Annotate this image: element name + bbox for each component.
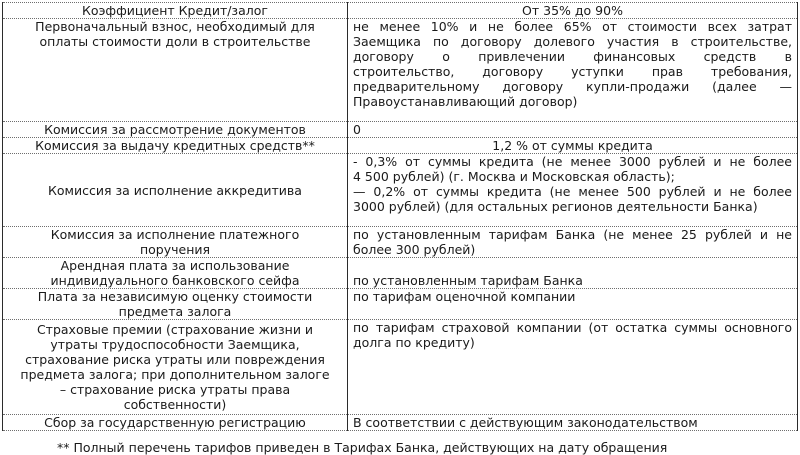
cell-value <box>348 154 798 227</box>
cell-line: по тарифам страховой компании (от остатка суммы основного <box>353 320 792 335</box>
cell-line: собственности) <box>123 397 227 412</box>
cell-line: Комиссия за исполнение платежного <box>50 227 300 242</box>
cell-value <box>348 227 798 258</box>
cell-parameter <box>3 289 348 320</box>
table-row-safe-deposit-rent <box>3 258 798 289</box>
cell-line: - 0,3% от суммы кредита (не менее 3000 рублей и не более <box>353 154 792 169</box>
cell-value <box>348 415 798 431</box>
cell-line: поручения <box>139 242 211 257</box>
cell-line: Сбор за государственную регистрацию <box>44 415 306 430</box>
cell-line: Комиссия за выдачу кредитных средств** <box>35 138 315 153</box>
cell-parameter <box>3 122 348 138</box>
cell-line: предварительному договору купли-продажи (далее — <box>353 79 792 94</box>
credit-terms-table <box>2 2 798 431</box>
cell-line: предмета залога; при дополнительном залоге <box>20 367 330 382</box>
cell-parameter <box>3 19 348 122</box>
cell-value <box>348 122 798 138</box>
cell-parameter <box>3 320 348 415</box>
cell-parameter <box>3 227 348 258</box>
table-row-initial-payment <box>3 19 798 122</box>
cell-line: Комиссия за рассмотрение документов <box>44 122 306 137</box>
cell-value <box>348 3 798 19</box>
cell-line: Плата за независимую оценку стоимости <box>37 289 313 304</box>
cell-line: В соответствии с действующим законодательством <box>353 415 698 430</box>
cell-line: От 35% до 90% <box>522 3 623 18</box>
cell-line: по установленным тарифам Банка (не менее 25 рублей и не <box>353 227 792 242</box>
cell-line: страхование риска утраты или повреждения <box>25 352 325 367</box>
cell-line: – страхование риска утраты права <box>59 382 291 397</box>
cell-line: 3000 рублей) (для остальных регионов деятельности Банка) <box>353 199 758 214</box>
cell-line: предмета залога <box>118 304 232 319</box>
cell-line: Коэффициент Кредит/залог <box>82 3 268 18</box>
table-row-issue-fee <box>3 138 798 154</box>
cell-parameter <box>3 138 348 154</box>
cell-line: оплаты стоимости доли в строительстве <box>39 34 311 49</box>
cell-parameter <box>3 258 348 289</box>
cell-line: более 300 рублей) <box>353 242 476 257</box>
cell-line: строительство, договору уступки прав требования, <box>353 64 792 79</box>
cell-line: индивидуального банковского сейфа <box>50 273 300 288</box>
table-row-letter-of-credit-fee <box>3 154 798 227</box>
cell-line: не менее 10% и не более 65% от стоимости всех затрат <box>353 19 792 34</box>
cell-value <box>348 19 798 122</box>
cell-value <box>348 258 798 289</box>
cell-value <box>348 320 798 415</box>
cell-parameter <box>3 154 348 227</box>
cell-line: — 0,2% от суммы кредита (не менее 500 рублей и не более <box>353 184 792 199</box>
cell-line: Страховые премии (страхование жизни и <box>36 322 314 337</box>
cell-parameter <box>3 3 348 19</box>
document-page <box>0 2 800 455</box>
table-row-payment-order-fee <box>3 227 798 258</box>
table-row-coefficient <box>3 3 798 19</box>
cell-line: договору о привлечении финансовых средств в <box>353 49 792 64</box>
cell-line: Арендная плата за использование <box>60 258 290 273</box>
cell-value <box>348 138 798 154</box>
cell-line: 0 <box>353 122 361 137</box>
table-row-insurance-premiums <box>3 320 798 415</box>
cell-line: утраты трудоспособности Заемщика, <box>50 337 300 352</box>
footnote-clipped: ** Полный перечень тарифов приведен в Тарифах Банка, действующих на дату обращения <box>57 440 668 455</box>
cell-parameter <box>3 415 348 431</box>
table-row-review-fee <box>3 122 798 138</box>
cell-line: Первоначальный взнос, необходимый для <box>35 19 315 34</box>
table-row-appraisal-fee <box>3 289 798 320</box>
cell-line: Правоустанавливающий договор) <box>353 94 578 109</box>
cell-line: долга по кредиту) <box>353 335 475 350</box>
cell-line: по тарифам оценочной компании <box>353 289 576 304</box>
cell-line: 4 500 рублей) (г. Москва и Московская область); <box>353 169 675 184</box>
cell-value <box>348 289 798 320</box>
cell-line: Заемщика по договору долевого участия в строительстве, <box>353 34 792 49</box>
cell-line: 1,2 % от суммы кредита <box>492 138 653 153</box>
table-row-state-registration-fee <box>3 415 798 431</box>
cell-line: Комиссия за исполнение аккредитива <box>48 182 302 198</box>
cell-line: по установленным тарифам Банка <box>353 273 583 288</box>
